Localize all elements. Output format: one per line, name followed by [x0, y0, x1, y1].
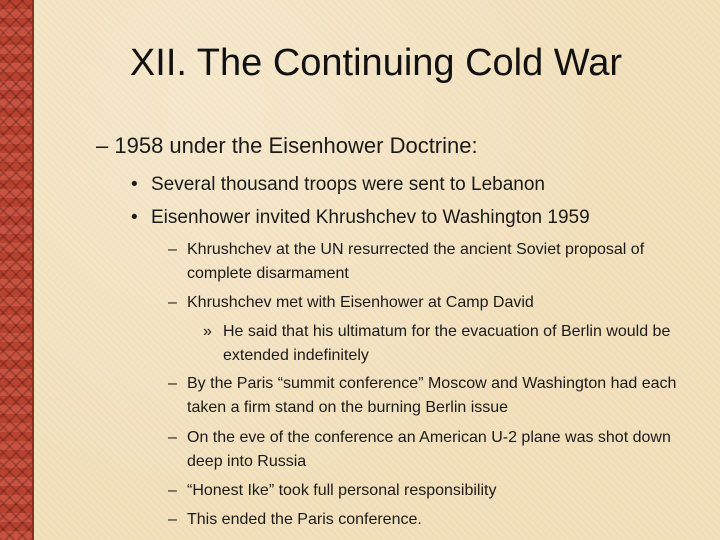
- bullet-level3: [168, 372, 688, 420]
- chevron-marker: »: [203, 323, 212, 340]
- bullet-level3: [168, 508, 688, 532]
- bullet-level4: [203, 320, 683, 368]
- bullet-text: Eisenhower invited Khrushchev to Washington 1959: [151, 207, 590, 228]
- bullet-text: Khrushchev met with Eisenhower at Camp David: [187, 294, 534, 311]
- bullet-marker: •: [131, 207, 138, 228]
- bullet-text: Several thousand troops were sent to Lebanon: [151, 174, 545, 195]
- bullet-text: By the Paris “summit conference” Moscow and Washington had each taken a firm stand on the burning Berlin issue: [187, 375, 677, 416]
- bullet-text: Khrushchev at the UN resurrected the ancient Soviet proposal of complete disarmament: [187, 241, 645, 282]
- bullet-text: He said that his ultimatum for the evacuation of Berlin would be extended indefinitely: [223, 323, 671, 364]
- bullet-level3: [168, 238, 688, 286]
- bullet-level1: [96, 133, 478, 159]
- bullet-text: On the eve of the conference an American U-2 plane was shot down deep into Russia: [187, 429, 671, 470]
- dash-marker: –: [168, 294, 177, 311]
- bullet-level2: [131, 174, 545, 196]
- bullet-text: This ended the Paris conference.: [187, 511, 422, 528]
- bullet-text: “Honest Ike” took full personal responsibility: [187, 482, 497, 499]
- slide-title: XII. The Continuing Cold War: [129, 42, 623, 84]
- dash-marker: –: [168, 241, 177, 258]
- bullet-level3: [168, 479, 688, 503]
- dash-marker: –: [96, 133, 109, 158]
- bullet-level3: [168, 291, 688, 315]
- dash-marker: –: [168, 482, 177, 499]
- bullet-level2: [131, 207, 590, 229]
- bullet-text: 1958 under the Eisenhower Doctrine:: [114, 133, 478, 158]
- bullet-level3: [168, 426, 688, 474]
- dash-marker: –: [168, 375, 177, 392]
- dash-marker: –: [168, 429, 177, 446]
- bullet-marker: •: [131, 174, 138, 195]
- decorative-border: [0, 0, 34, 540]
- dash-marker: –: [168, 511, 177, 528]
